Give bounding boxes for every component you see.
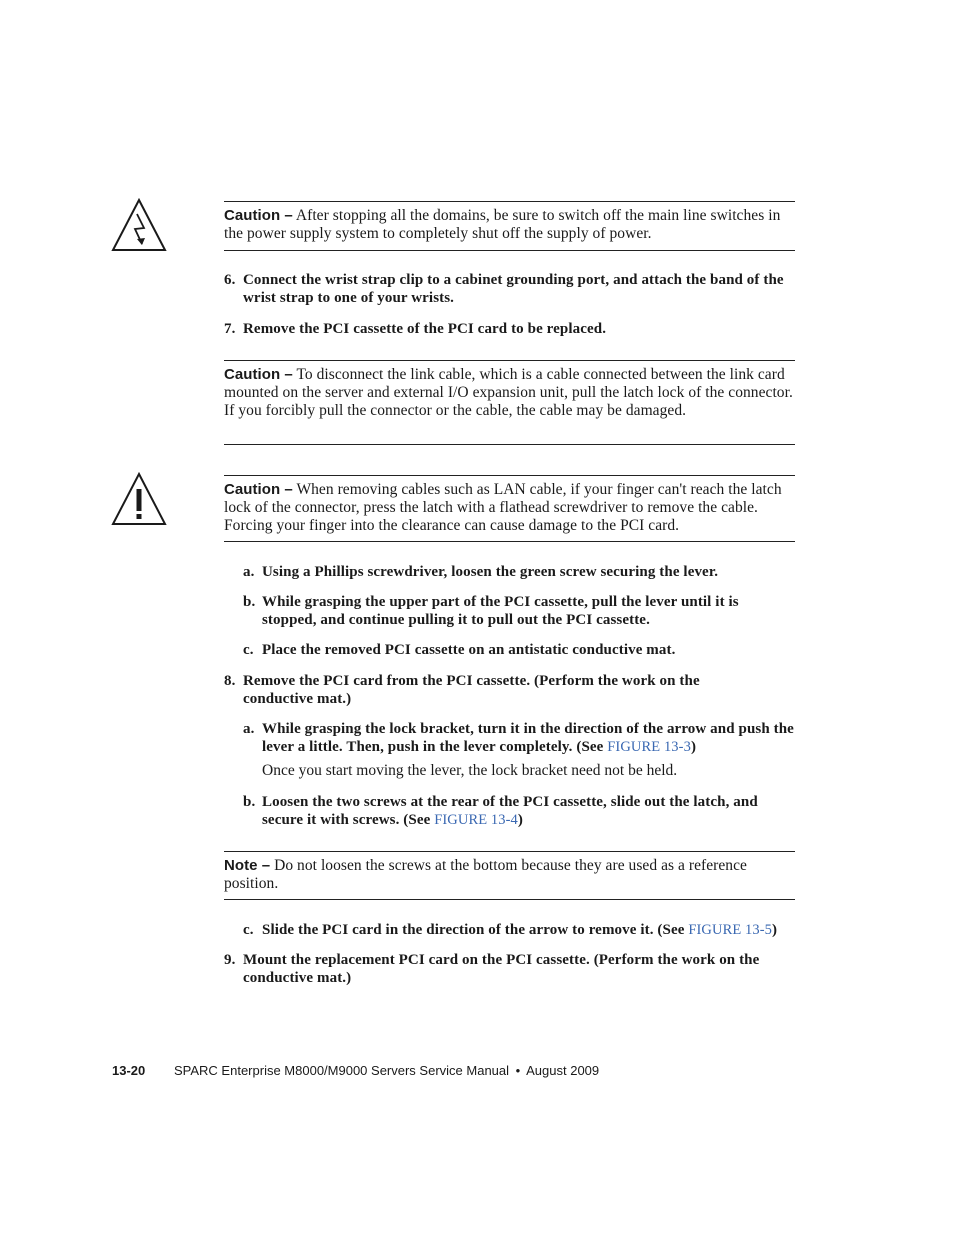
caution-box-link-cable (224, 360, 795, 445)
footer-date: August 2009 (526, 1063, 600, 1078)
close-paren: ) (517, 812, 523, 828)
note-text: Do not loosen the screws at the bottom because they are used as a reference position. (224, 857, 747, 892)
figure-13-5-link[interactable]: FIGURE 13-5 (688, 922, 772, 938)
caution-label: Caution – (224, 481, 293, 498)
footer-page-number: 13-20 (112, 1063, 146, 1078)
footer-title (174, 1063, 599, 1079)
substep-8a-note: Once you start moving the lever, the lock bracket need not be held. (262, 762, 678, 779)
step-number: 6. (224, 272, 236, 288)
step-text: Mount the replacement PCI card on the PCI cassette. (Perform the work on the conductive mat.) (243, 952, 760, 986)
step-number: 8. (224, 673, 236, 689)
note-box (224, 851, 795, 900)
step-text: Using a Phillips screwdriver, loosen the green screw securing the lever. (262, 564, 719, 580)
substep-8c (243, 921, 803, 939)
step-letter: c. (243, 922, 254, 938)
step-9 (224, 951, 795, 987)
step-8 (224, 672, 795, 708)
step-letter: a. (243, 564, 255, 580)
substep-7b (243, 593, 795, 629)
step-text: Remove the PCI cassette of the PCI card to be replaced. (243, 321, 607, 337)
substep-8b (243, 793, 795, 829)
footer-bullet: • (515, 1063, 521, 1078)
step-text: Slide the PCI card in the direction of the arrow to remove it. (See (262, 922, 685, 938)
step-text: Remove the PCI card from the PCI cassette. (Perform the work on the conductive mat.) (243, 673, 700, 707)
figure-13-3-link[interactable]: FIGURE 13-3 (607, 739, 691, 755)
caution-text: When removing cables such as LAN cable, if your finger can't reach the latch lock of the connector, press the latch with a flathead screwdriver to remove the cable. Forcing your finger into the clearance can cause damage to the PCI card. (224, 481, 782, 534)
step-text: Connect the wrist strap clip to a cabinet grounding port, and attach the band of the wrist strap to one of your wrists. (243, 272, 784, 306)
substep-8a (243, 720, 795, 756)
caution-label: Caution – (224, 366, 293, 383)
footer-manual-title: SPARC Enterprise M8000/M9000 Servers Service Manual (174, 1063, 510, 1078)
step-text: Place the removed PCI cassette on an antistatic conductive mat. (262, 642, 676, 658)
step-text-wrap (262, 793, 795, 829)
step-text: While grasping the lock bracket, turn it in the direction of the arrow and push the lever a little. Then, push in the lever completely. (See (262, 721, 794, 755)
figure-13-4-link[interactable]: FIGURE 13-4 (434, 812, 518, 828)
warning-icon (111, 472, 167, 526)
caution-box-lan-cable (224, 475, 795, 542)
step-7 (224, 320, 795, 338)
step-letter: b. (243, 794, 256, 810)
step-text-wrap (262, 720, 795, 756)
electrical-hazard-icon (111, 198, 167, 252)
substep-7a (243, 563, 795, 581)
step-text-wrap (262, 921, 803, 939)
step-6 (224, 271, 795, 307)
step-letter: a. (243, 721, 255, 737)
step-number: 7. (224, 321, 236, 337)
step-letter: c. (243, 642, 254, 658)
substep-7c (243, 641, 795, 659)
caution-text: To disconnect the link cable, which is a cable connected between the link card mounted on the server and external I/O expansion unit, pull the latch lock of the connector. If you forcibly pull the connector or the cable, the cable may be damaged. (224, 366, 793, 419)
close-paren: ) (772, 922, 778, 938)
caution-text: After stopping all the domains, be sure to switch off the main line switches in the power supply system to completely shut off the supply of power. (224, 207, 781, 242)
step-text: Loosen the two screws at the rear of the PCI cassette, slide out the latch, and secure it with screws. (See (262, 794, 758, 828)
caution-box-power (224, 201, 795, 251)
step-number: 9. (224, 952, 236, 968)
note-label: Note – (224, 857, 271, 874)
step-text: While grasping the upper part of the PCI cassette, pull the lever until it is stopped, and continue pulling it to pull out the PCI cassette. (262, 594, 739, 628)
step-letter: b. (243, 594, 256, 610)
caution-label: Caution – (224, 207, 293, 224)
close-paren: ) (690, 739, 697, 755)
